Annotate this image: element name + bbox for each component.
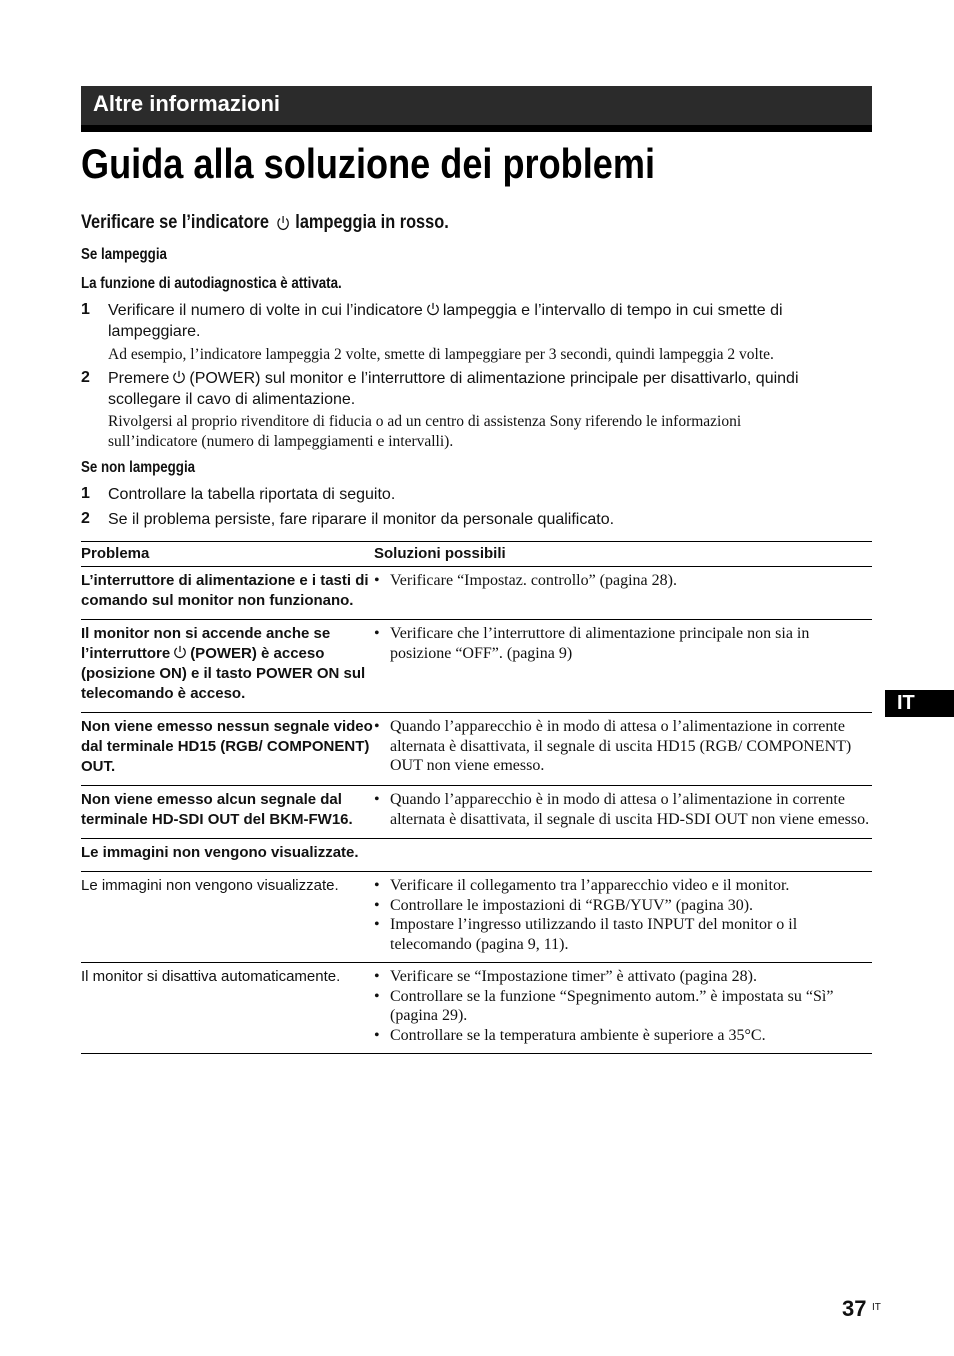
step-number: 2 — [81, 369, 90, 386]
table-header-row — [81, 542, 872, 567]
solution-item: • Controllare le impostazioni di “RGB/YUV” (pagina 30). — [374, 896, 872, 916]
blinking-heading: Se lampeggia — [81, 246, 167, 263]
problem-cell: Non viene emesso alcun segnale dal terminale HD-SDI OUT del BKM-FW16. — [81, 786, 374, 839]
problem-cell: Le immagini non vengono visualizzate. — [81, 839, 374, 872]
step-text: Controllare la tabella riportata di seguito. — [108, 486, 396, 503]
section-title: Altre informazioni — [93, 91, 281, 116]
solution-item: • Impostare l’ingresso utilizzando il tasto INPUT del monitor o il telecomando (pagina 9, 11). — [374, 915, 872, 954]
step-text: Verificare il numero di volte in cui l’indicatore lampeggia e l’intervallo di tempo in cui smette di lampeggiare. — [108, 302, 783, 340]
problem-cell: Non viene emesso nessun segnale video dal terminale HD15 (RGB/ COMPONENT) OUT. — [81, 713, 374, 786]
solution-cell — [374, 963, 872, 1054]
page-title: Guida alla soluzione dei problemi — [81, 140, 656, 187]
table-row — [81, 839, 872, 872]
power-icon — [276, 215, 288, 229]
step-number: 2 — [81, 510, 90, 527]
solution-cell — [374, 713, 872, 786]
step-note: Rivolgersi al proprio rivenditore di fiducia o ad un centro di assistenza Sony riferendo le informazioni sull’indicatore (numero di lampeggiamenti e intervalli). — [108, 413, 742, 450]
page-language: IT — [872, 1302, 881, 1313]
problem-cell: Il monitor non si accende anche se l’interruttore (POWER) è acceso (posizione ON) e il tasto POWER ON sul telecomando è acceso. — [81, 620, 374, 713]
power-icon — [426, 302, 440, 316]
step-number: 1 — [81, 301, 90, 318]
step-text: Premere (POWER) sul monitor e l’interruttore di alimentazione principale per disattivarlo, quindi scollegare il cavo di alimentazione. — [108, 370, 799, 408]
solution-item: • Verificare il collegamento tra l’apparecchio video e il monitor. — [374, 876, 872, 896]
power-icon — [172, 370, 186, 384]
solution-item: • Quando l’apparecchio è in modo di attesa o l’alimentazione in corrente alternata è disattivata, il segnale di uscita HD-SDI OUT non viene emesso. — [374, 790, 872, 829]
solution-cell — [374, 839, 872, 872]
not-blinking-heading: Se non lampeggia — [81, 459, 196, 476]
solution-cell — [374, 620, 872, 713]
subheading: Verificare se l’indicatore lampeggia in rosso. — [81, 212, 449, 233]
column-header-problem: Problema — [81, 542, 374, 567]
solution-cell — [374, 567, 872, 620]
language-tab-label: IT — [897, 692, 915, 714]
column-header-solution: Soluzioni possibili — [374, 542, 872, 567]
solution-item: • Controllare se la temperatura ambiente è superiore a 35°C. — [374, 1026, 872, 1046]
language-tab — [885, 690, 954, 717]
problem-cell: L’interruttore di alimentazione e i tasti di comando sul monitor non funzionano. — [81, 567, 374, 620]
power-icon — [173, 645, 187, 659]
table-subrow — [81, 872, 872, 963]
troubleshooting-table — [81, 541, 872, 1054]
table-row — [81, 713, 872, 786]
solution-item: • Controllare se la funzione “Spegnimento autom.” è impostata su “Sì” (pagina 29). — [374, 987, 872, 1026]
solution-item: • Verificare che l’interruttore di alimentazione principale non sia in posizione “OFF”. (pagina 9) — [374, 624, 872, 663]
subproblem-cell: Il monitor si disattiva automaticamente. — [81, 963, 374, 1054]
step-text: Se il problema persiste, fare riparare il monitor da personale qualificato. — [108, 511, 615, 528]
solution-item: • Verificare “Impostaz. controllo” (pagina 28). — [374, 571, 872, 591]
page-number: 37 — [842, 1296, 867, 1321]
solution-cell — [374, 786, 872, 839]
solution-item: • Quando l’apparecchio è in modo di attesa o l’alimentazione in corrente alternata è disattivata, il segnale di uscita HD15 (RGB/ COMPONENT) OUT non viene emesso. — [374, 717, 872, 776]
solution-cell — [374, 872, 872, 963]
table-row — [81, 786, 872, 839]
step-note: Ad esempio, l’indicatore lampeggia 2 volte, smette di lampeggiare per 3 secondi, quindi lampeggia 2 volte. — [108, 346, 774, 363]
table-subrow — [81, 963, 872, 1054]
step-number: 1 — [81, 485, 90, 502]
table-row — [81, 567, 872, 620]
table-row — [81, 620, 872, 713]
subproblem-cell: Le immagini non vengono visualizzate. — [81, 872, 374, 963]
section-header-band — [81, 86, 872, 125]
blinking-subheading: La funzione di autodiagnostica è attivata. — [81, 275, 342, 292]
section-rule — [81, 125, 872, 132]
solution-item: • Verificare se “Impostazione timer” è attivato (pagina 28). — [374, 967, 872, 987]
